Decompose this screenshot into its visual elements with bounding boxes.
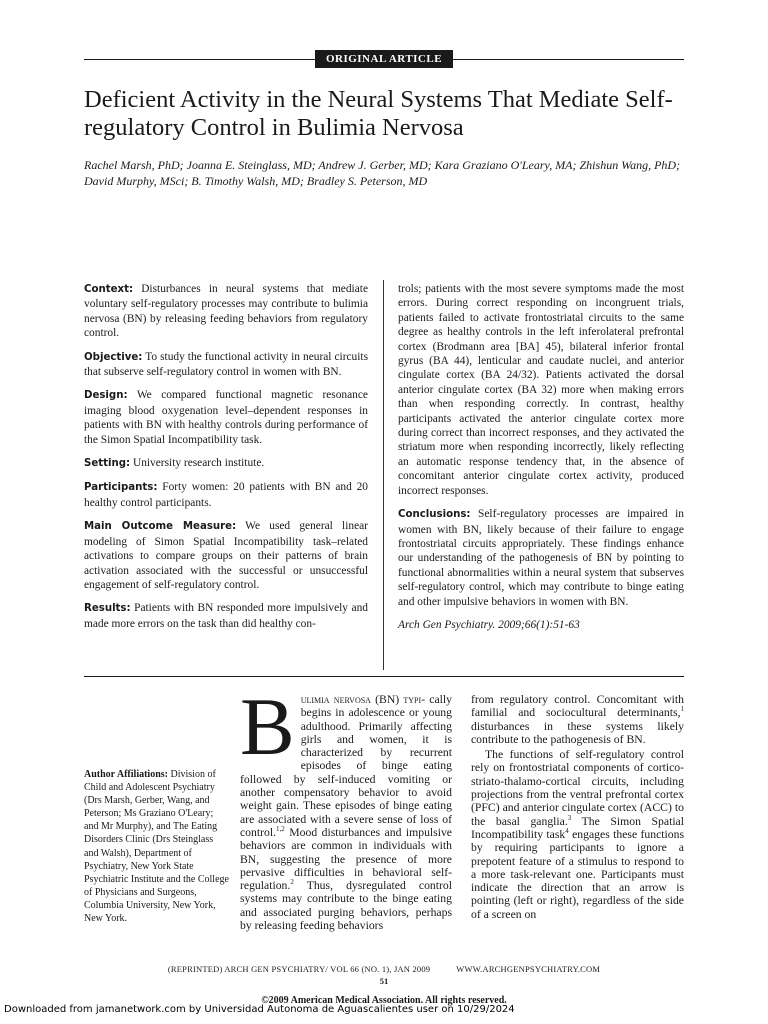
abstract-context: [84, 282, 368, 341]
page-number: 51: [379, 976, 389, 986]
abstract-setting: [84, 456, 368, 471]
affiliations-text: Division of Child and Adolescent Psychiatry (Drs Marsh, Gerber, Wang, and Peterson; Ms Graziano O'Leary; and Mr Murphy), and The Eating Disorders Clinic (Drs Steinglass and Walsh), Department of Psychiatry, New York State Psychiatric Institute and the College of Physicians and Surgeons, Columbia University, New York, New York.: [84, 769, 229, 925]
journal-citation: Arch Gen Psychiatry. 2009;66(1):51-63: [398, 618, 580, 631]
copyright-notice: ©2009 American Medical Association. All rights reserved.: [261, 995, 507, 1006]
body-column-right: [471, 693, 684, 921]
p2-part-b: The Simon Spatial Incompatibility task: [471, 814, 684, 841]
results-heading: Results:: [84, 603, 131, 615]
footer-website: WWW.ARCHGENPSYCHIATRY.COM: [456, 964, 601, 974]
design-text: We compared functional magnetic resonance imaging blood oxygenation level–dependent responses in patients with BN with healthy controls during performance of the Simon Spatial Incompatibility task.: [84, 389, 368, 446]
abstract-right-column: [398, 282, 684, 641]
context-text: Disturbances in neural systems that mediate voluntary self-regulatory processes may contribute to bulimia nervosa (BN) by releasing feeding behaviors from regulatory control.: [84, 283, 368, 340]
article-type-banner: [84, 50, 684, 68]
setting-heading: Setting:: [84, 458, 131, 470]
download-watermark: Downloaded from jamanetwork.com by Universidad Autonoma de Aguascalientes user on 10/29/2024: [4, 1004, 515, 1015]
abstract-conclusions: [398, 507, 684, 609]
affiliations-heading: Author Affiliations:: [84, 769, 168, 780]
abstract-results-cont: trols; patients with the most severe symptoms made the most errors. During correct responding on incongruent trials, patients failed to activate frontostriatal circuits to the same degree as healthy controls in the left inferolateral prefrontal cortex (Brodmann area [BA] 45), bilateral inferior frontal gyrus (BA 44), lenticular and caudate nuclei, and anterior cingulate cortex (BA 24/32). Patients activated the dorsal anterior cingulate cortex (BA 32) more when making errors than when responding correctly. In contrast, healthy participants activated the anterior cingulate cortex more during correct than incorrect responses, and they activated the striatum more when responding incorrectly, likely reflecting an automatic response tendency that, in the absence of concomitant anterior cingulate cortex activity, produced incorrect responses.: [398, 283, 684, 497]
ref-sup: 1: [680, 705, 684, 714]
p1-part-a: cally begins in adolescence or young adulthood. Primarily affecting girls and women, it is characterized by recurrent episodes of binge eating followed by self-induced vomiting or another compensatory behavior to avoid weight gain. These episodes of binge eating are associated with a severe sense of loss of control.: [240, 693, 452, 839]
abstract-left-column: [84, 282, 368, 640]
article-type-label: ORIGINAL ARTICLE: [315, 50, 453, 68]
abstract-results: [84, 601, 368, 631]
outcome-text: We used general linear modeling of Simon Spatial Incompatibility task–related activations to compare groups on their patterns of brain activation associated with the successful or unsuccessful engagement of self-regulatory control.: [84, 520, 368, 591]
body-paragraph-2: [471, 748, 684, 921]
footer-reprinted: (REPRINTED) ARCH GEN PSYCHIATRY/ VOL 66 (NO. 1), JAN 2009: [167, 964, 431, 974]
ref-sup: 4: [565, 827, 569, 836]
p1-part-c-cont: from regulatory control. Concomitant with familial and sociocultural determinants,: [471, 693, 684, 720]
objective-text: To study the functional activity in neural circuits that subserve self-regulatory control in women with BN.: [84, 350, 368, 379]
conclusions-text: Self-regulatory processes are impaired in women with BN, likely because of their failure to engage frontostriatal circuits appropriately. These findings enhance our understanding of the pathogenesis of BN by pointing to functional abnormalities within a neural system that subserves self-regulatory control, which may contribute to binge eating and other impulsive behaviors in women with BN.: [398, 508, 684, 608]
p2-part-c: engages these functions by requiring participants to ignore a prepotent feature of a stimulus to respond to a more task-relevant one. Participants must indicate the direction that an arrow is pointing (left or right), regardless of the side of a screen on: [471, 827, 684, 921]
conclusions-heading: Conclusions:: [398, 509, 471, 521]
author-affiliations: [84, 768, 230, 925]
context-heading: Context:: [84, 284, 134, 295]
design-heading: Design:: [84, 390, 128, 402]
body-column-middle: [240, 681, 452, 933]
abstract-design: [84, 388, 368, 447]
abstract-outcome: [84, 519, 368, 592]
participants-text: Forty women: 20 patients with BN and 20 healthy control participants.: [84, 481, 368, 509]
setting-text: University research institute.: [132, 457, 265, 470]
ref-sup: 2: [290, 878, 294, 887]
author-list: Rachel Marsh, PhD; Joanna E. Steinglass, MD; Andrew J. Gerber, MD; Kara Graziano O'Leary, MA; Zhishun Wang, PhD; David Murphy, MSci; B. Timothy Walsh, MD; Bradley S. Peterson, MD: [84, 158, 681, 188]
ref-sup: 1,2: [276, 825, 285, 834]
ref-sup: 3: [567, 813, 572, 822]
page-footer: [84, 964, 684, 987]
p2-part-a: The functions of self-regulatory control rely on frontostriatal components of cortico-striato-thalamo-cortical circuits, including projections from the ventral prefrontal cortex (PFC) and anterior cingulate cortex (ACC) to the basal ganglia.: [471, 748, 684, 828]
outcome-heading: Main Outcome Measure:: [84, 521, 237, 533]
p1-part-d: disturbances in these systems likely contribute to the pathogenesis of BN.: [471, 719, 684, 746]
drop-cap: B: [240, 681, 295, 772]
lead-small-caps: ulimia nervosa (BN) typi-: [300, 693, 426, 706]
abstract-participants: [84, 480, 368, 510]
p1-part-b: Mood disturbances and impulsive behaviors are common in individuals with BN, suggesting the presence of more pervasive difficulties in behavioral self-regulation.: [240, 825, 452, 893]
results-text-start: Patients with BN responded more impulsively and made more errors on the task than did healthy con-: [84, 602, 368, 630]
body-paragraph-1-cont: [471, 693, 684, 746]
participants-heading: Participants:: [84, 482, 158, 494]
body-paragraph-1: [240, 681, 452, 933]
article-title: Deficient Activity in the Neural Systems That Mediate Self-regulatory Control in Bulimia Nervosa: [84, 86, 673, 141]
section-rule: [84, 676, 684, 677]
abstract-column-divider: [383, 280, 384, 670]
abstract-objective: [84, 350, 368, 380]
objective-heading: Objective:: [84, 351, 143, 363]
p1-part-c: Thus, dysregulated control systems may contribute to the binge eating and associated purging behaviors, perhaps by releasing feeding behaviors: [240, 879, 452, 933]
